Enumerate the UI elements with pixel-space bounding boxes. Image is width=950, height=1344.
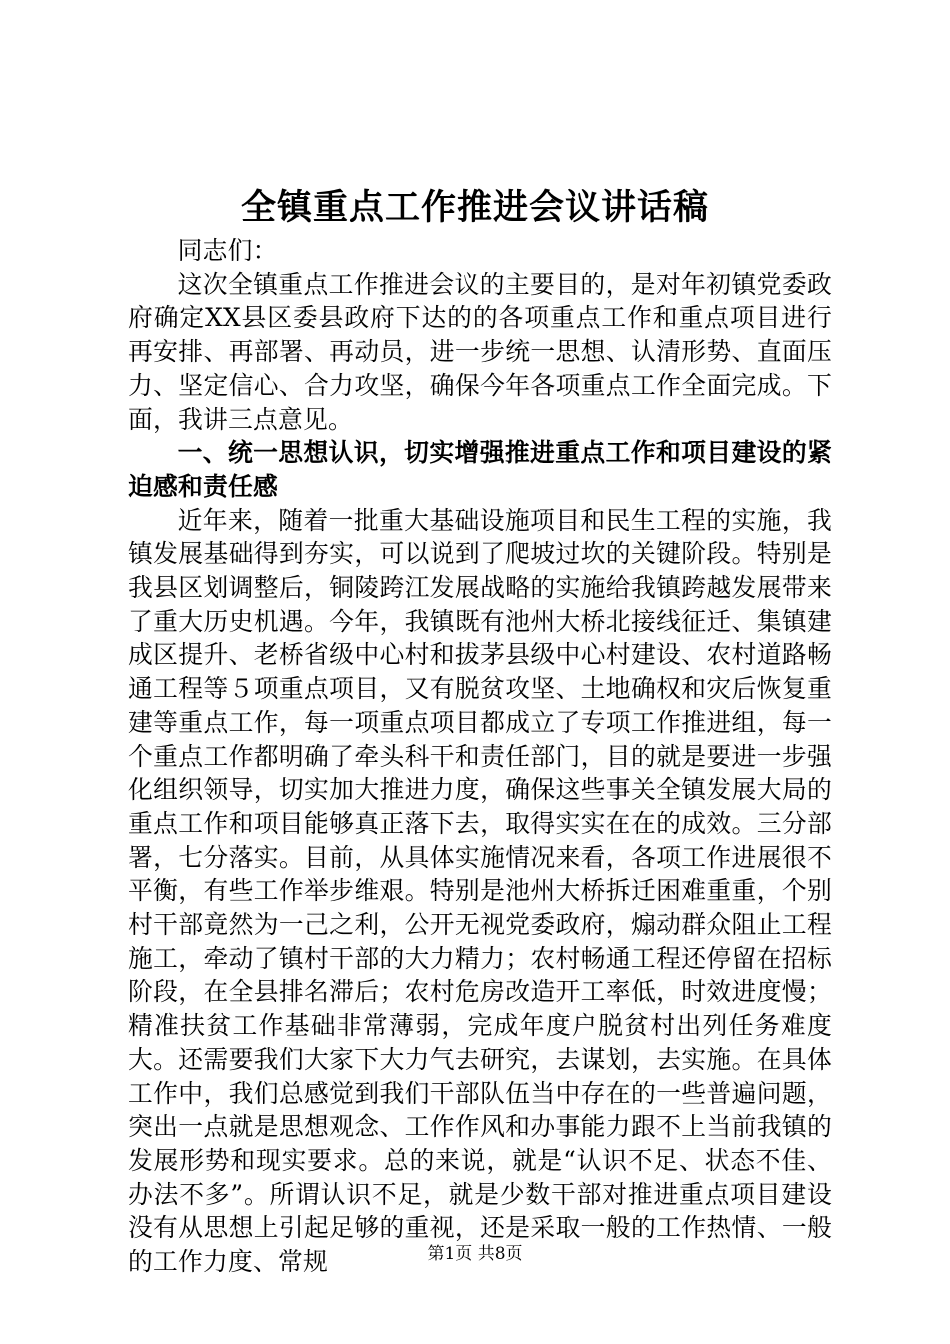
document-body [128, 234, 832, 1279]
page-footer: 第1页 共8页 [427, 1244, 523, 1264]
section-heading-1: 一、统一思想认识，切实增强推进重点工作和项目建设的紧迫感和责任感 [128, 438, 832, 501]
paragraph-intro: 这次全镇重点工作推进会议的主要目的，是对年初镇党委政府确定XX县区委县政府下达的的各项重点工作和重点项目进行再安排、再部署、再动员，进一步统一思想、认清形势、直面压力、坚定信心、合力攻坚，确保今年各项重点工作全面完成。下面，我讲三点意见。 [128, 269, 832, 434]
salutation: 同志们： [177, 236, 278, 265]
document-title: 全镇重点工作推进会议讲话稿 [240, 187, 709, 228]
paragraph-body: 近年来，随着一批重大基础设施项目和民生工程的实施，我镇发展基础得到夯实，可以说到了爬坡过坎的关键阶段。特别是我县区划调整后，铜陵跨江发展战略的实施给我镇跨越发展带来了重大历史机遇。今年，我镇既有池州大桥北接线征迁、集镇建成区提升、老桥省级中心村和拔茅县级中心村建设、农村道路畅通工程等５项重点项目，又有脱贫攻坚、土地确权和灾后恢复重建等重点工作，每一项重点项目都成立了专项工作推进组，每一个重点工作都明确了牵头科干和责任部门，目的就是要进一步强化组织领导，切实加大推进力度，确保这些事关全镇发展大局的重点工作和项目能够真正落下去，取得实实在在的成效。三分部署，七分落实。目前，从具体实施情况来看，各项工作进展很不平衡，有些工作举步维艰。特别是池州大桥拆迁困难重重，个别村干部竟然为一己之利，公开无视党委政府，煽动群众阻止工程施工，牵动了镇村干部的大力精力；农村畅通工程还停留在招标阶段，在全县排名滞后；农村危房改造开工率低，时效进度慢；精准扶贫工作基础非常薄弱，完成年度户脱贫村出列任务难度大。还需要我们大家下大力气去研究，去谋划，去实施。在具体工作中，我们总感觉到我们干部队伍当中存在的一些普遍问题，突出一点就是思想观念、工作作风和办事能力跟不上当前我镇的发展形势和现实要求。总的来说，就是“认识不足、状态不佳、办法不多”。所谓认识不足，就是少数干部对推进重点项目建设没有从思想上引起足够的重视，还是采取一般的工作热情、一般的工作力度、常规 [128, 505, 832, 1277]
